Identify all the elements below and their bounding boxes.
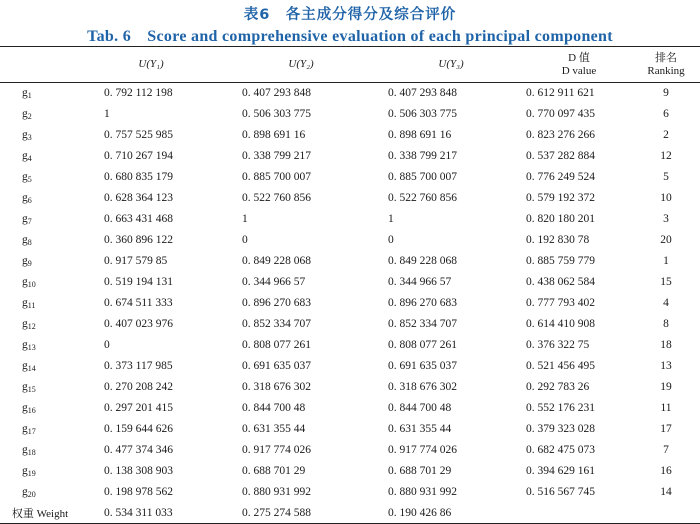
row-label-letter: g: [22, 128, 28, 141]
weight-u2: 0. 275 274 588: [242, 506, 311, 519]
row-label-letter: g: [22, 443, 28, 456]
cell-ranking: 14: [660, 486, 672, 498]
row-label: [0, 335, 76, 356]
cell-d-value: 0. 777 793 402: [526, 297, 595, 309]
table-row: [0, 251, 700, 272]
row-label-letter: g: [22, 212, 28, 225]
cell-d-value: 0. 292 783 26: [526, 381, 590, 393]
row-label-letter: g: [22, 338, 28, 351]
row-label: [0, 104, 76, 125]
row-label-letter: g: [22, 191, 28, 204]
row-label: [0, 167, 76, 188]
row-label-letter: g: [22, 296, 28, 309]
cell-u2: 0. 852 334 707: [242, 318, 311, 330]
cell-u2: 0. 885 700 007: [242, 171, 311, 183]
row-label-index: 14: [27, 363, 36, 373]
cell-u2: 0. 896 270 683: [242, 297, 311, 309]
row-label: [0, 293, 76, 314]
cell-u2: 0. 407 293 848: [242, 87, 311, 100]
table-row: [0, 188, 700, 209]
cell-ranking: 10: [660, 192, 672, 204]
cell-u2: 0. 849 228 068: [242, 255, 311, 267]
row-label-index: 16: [27, 405, 36, 415]
row-label: [0, 251, 76, 272]
cell-d-value: 0. 379 323 028: [526, 423, 595, 435]
cell-d-value: 0. 823 276 266: [526, 129, 595, 141]
row-label-letter: g: [22, 275, 28, 288]
table-row: [0, 83, 700, 104]
table-title-cn: 表6 各主成分得分及综合评价: [243, 7, 457, 23]
row-label-letter: g: [22, 485, 28, 498]
score-table: [0, 46, 700, 524]
weight-d-empty: [526, 503, 632, 524]
cell-u2: 0: [242, 234, 248, 246]
weight-rank-empty: [632, 503, 700, 524]
cell-d-value: 0. 579 192 372: [526, 192, 595, 204]
cell-u2: 0. 506 303 775: [242, 108, 311, 120]
cell-u2: 1: [242, 213, 248, 225]
row-label-index: 10: [27, 279, 36, 289]
table-row: [0, 167, 700, 188]
cell-u2: 0. 691 635 037: [242, 360, 311, 372]
cell-u1: 0. 477 374 346: [104, 444, 173, 456]
cell-u1: 0. 360 896 122: [104, 234, 173, 246]
cell-d-value: 0. 682 475 073: [526, 444, 595, 456]
cell-d-value: 0. 820 180 201: [526, 213, 595, 225]
cell-u3: 0. 898 691 16: [388, 129, 452, 141]
cell-u2: 0. 688 701 29: [242, 465, 306, 477]
row-label-index: 11: [27, 300, 36, 310]
cell-ranking: 8: [663, 318, 669, 330]
cell-u1: 0. 373 117 985: [104, 360, 173, 372]
table-row: [0, 482, 700, 503]
row-label-letter: g: [22, 380, 28, 393]
table-row: [0, 230, 700, 251]
cell-d-value: 0. 776 249 524: [526, 171, 595, 183]
row-label-letter: g: [22, 401, 28, 414]
row-label-letter: g: [22, 86, 28, 99]
cell-u1: 0. 159 644 626: [104, 423, 173, 435]
cell-ranking: 20: [660, 234, 672, 246]
cell-ranking: 16: [660, 465, 672, 477]
cell-u3: 0. 338 799 217: [388, 150, 457, 162]
cell-d-value: 0. 394 629 161: [526, 465, 595, 477]
row-label-index: 5: [27, 174, 32, 184]
cell-u3: 0: [388, 234, 394, 246]
row-label-letter: g: [22, 233, 28, 246]
row-label-index: 18: [27, 447, 36, 457]
row-label-letter: g: [22, 317, 28, 330]
cell-d-value: 0. 770 097 435: [526, 108, 595, 120]
table-row: [0, 440, 700, 461]
header-d-value: [526, 47, 632, 83]
row-label: [0, 146, 76, 167]
cell-u3: 0. 318 676 302: [388, 381, 457, 393]
row-label-index: 15: [27, 384, 36, 394]
header-ranking: [632, 47, 700, 83]
cell-ranking: 17: [660, 423, 672, 435]
cell-ranking: 9: [663, 87, 669, 100]
cell-u3: 0. 407 293 848: [388, 87, 457, 100]
cell-u3: 0. 522 760 856: [388, 192, 457, 204]
row-label: [0, 440, 76, 461]
cell-ranking: 12: [660, 150, 672, 162]
row-label: [0, 398, 76, 419]
weight-u1: 0. 534 311 033: [104, 506, 173, 519]
cell-ranking: 7: [663, 444, 669, 456]
cell-u3: 0. 852 334 707: [388, 318, 457, 330]
cell-u3: 1: [388, 213, 394, 225]
cell-d-value: 0. 552 176 231: [526, 402, 595, 414]
row-label-letter: g: [22, 359, 28, 372]
cell-u3: 0. 844 700 48: [388, 402, 452, 414]
cell-u2: 0. 318 676 302: [242, 381, 311, 393]
table-row: [0, 104, 700, 125]
cell-d-value: 0. 537 282 884: [526, 150, 595, 162]
cell-u1: 0. 674 511 333: [104, 297, 173, 309]
cell-u3: 0. 917 774 026: [388, 444, 457, 456]
row-label-index: 17: [27, 426, 36, 436]
row-label: [0, 377, 76, 398]
row-label-index: 8: [27, 237, 32, 247]
header-d-en: D value: [561, 64, 597, 77]
header-u3: U(Y₃): [438, 58, 464, 70]
cell-u1: 0. 138 308 903: [104, 465, 173, 477]
cell-ranking: 4: [663, 297, 669, 309]
cell-u1: 0. 628 364 123: [104, 192, 173, 204]
cell-u1: 0. 680 835 179: [104, 171, 173, 183]
weight-row: [0, 503, 700, 524]
cell-u3: 0. 885 700 007: [388, 171, 457, 183]
cell-d-value: 0. 192 830 78: [526, 234, 590, 246]
cell-u1: 0. 270 208 242: [104, 381, 173, 393]
cell-d-value: 0. 438 062 584: [526, 276, 595, 288]
row-label: [0, 356, 76, 377]
cell-u3: 0. 808 077 261: [388, 339, 457, 351]
row-label: [0, 188, 76, 209]
cell-u1: 0: [104, 339, 110, 351]
cell-u2: 0. 631 355 44: [242, 423, 306, 435]
row-label-letter: g: [22, 422, 28, 435]
cell-u2: 0. 344 966 57: [242, 276, 306, 288]
table-header-row: [0, 47, 700, 83]
row-label-index: 2: [27, 111, 32, 121]
table-row: [0, 461, 700, 482]
header-rank-en: Ranking: [647, 64, 685, 77]
cell-ranking: 3: [663, 213, 669, 225]
cell-d-value: 0. 516 567 745: [526, 486, 595, 498]
row-label-index: 12: [27, 321, 36, 331]
table-row: [0, 398, 700, 419]
row-label: [0, 272, 76, 293]
row-label-index: 1: [27, 90, 32, 100]
cell-u3: 0. 691 635 037: [388, 360, 457, 372]
cell-ranking: 19: [660, 381, 672, 393]
cell-u3: 0. 631 355 44: [388, 423, 452, 435]
table-row: [0, 314, 700, 335]
row-label-index: 13: [27, 342, 36, 352]
row-label-index: 7: [27, 216, 32, 226]
cell-u1: 0. 198 978 562: [104, 486, 173, 498]
table-title-en: Tab. 6 Score and comprehensive evaluation of each principal component: [87, 28, 613, 45]
cell-u2: 0. 880 931 992: [242, 486, 311, 498]
cell-ranking: 1: [663, 255, 669, 267]
weight-label: 权重 Weight: [11, 507, 69, 520]
cell-d-value: 0. 521 456 495: [526, 360, 595, 372]
cell-ranking: 11: [660, 402, 672, 414]
row-label: [0, 419, 76, 440]
row-label-index: 20: [27, 489, 36, 499]
table-row: [0, 419, 700, 440]
cell-u1: 0. 663 431 468: [104, 213, 173, 225]
row-label: [0, 482, 76, 503]
cell-u1: 1: [104, 108, 110, 120]
row-label-index: 9: [27, 258, 32, 268]
cell-ranking: 15: [660, 276, 672, 288]
header-u1: U(Y₁): [138, 58, 164, 70]
table-row: [0, 272, 700, 293]
row-label: [0, 314, 76, 335]
cell-ranking: 13: [660, 360, 672, 372]
cell-u3: 0. 688 701 29: [388, 465, 452, 477]
row-label-index: 3: [27, 132, 32, 142]
header-d-cn: D 值: [568, 51, 590, 64]
table-row: [0, 293, 700, 314]
table-row: [0, 356, 700, 377]
table-row: [0, 377, 700, 398]
cell-u1: 0. 407 023 976: [104, 318, 173, 330]
cell-u1: 0. 519 194 131: [104, 276, 173, 288]
cell-d-value: 0. 885 759 779: [526, 255, 595, 267]
table-body: [0, 83, 700, 524]
row-label-letter: g: [22, 254, 28, 267]
cell-u1: 0. 917 579 85: [104, 255, 168, 267]
table-row: [0, 125, 700, 146]
cell-u1: 0. 757 525 985: [104, 129, 173, 141]
cell-u3: 0. 880 931 992: [388, 486, 457, 498]
cell-ranking: 2: [663, 129, 669, 141]
header-u2: U(Y₂): [288, 58, 314, 70]
weight-u3: 0. 190 426 86: [388, 506, 452, 519]
cell-ranking: 5: [663, 171, 669, 183]
table-row: [0, 146, 700, 167]
cell-u1: 0. 297 201 415: [104, 402, 173, 414]
header-rank-cn: 排名: [655, 51, 677, 64]
cell-u1: 0. 710 267 194: [104, 150, 173, 162]
cell-u3: 0. 506 303 775: [388, 108, 457, 120]
cell-d-value: 0. 612 911 621: [526, 87, 595, 100]
cell-u2: 0. 844 700 48: [242, 402, 306, 414]
cell-u2: 0. 522 760 856: [242, 192, 311, 204]
cell-u2: 0. 898 691 16: [242, 129, 306, 141]
cell-ranking: 18: [660, 339, 672, 351]
header-group: [0, 47, 76, 83]
row-label-letter: g: [22, 464, 28, 477]
row-label-letter: g: [22, 170, 28, 183]
row-label-index: 19: [27, 468, 36, 478]
row-label: [0, 230, 76, 251]
table-row: [0, 209, 700, 230]
row-label: [0, 209, 76, 230]
row-label-letter: g: [22, 107, 28, 120]
cell-ranking: 6: [663, 108, 669, 120]
table-row: [0, 335, 700, 356]
row-label-letter: g: [22, 149, 28, 162]
cell-u3: 0. 896 270 683: [388, 297, 457, 309]
cell-u3: 0. 344 966 57: [388, 276, 452, 288]
row-label: [0, 125, 76, 146]
cell-u3: 0. 849 228 068: [388, 255, 457, 267]
cell-u2: 0. 808 077 261: [242, 339, 311, 351]
cell-d-value: 0. 376 322 75: [526, 339, 590, 351]
cell-u2: 0. 338 799 217: [242, 150, 311, 162]
row-label-index: 6: [27, 195, 32, 205]
row-label: [0, 461, 76, 482]
cell-u2: 0. 917 774 026: [242, 444, 311, 456]
cell-d-value: 0. 614 410 908: [526, 318, 595, 330]
cell-u1: 0. 792 112 198: [104, 87, 173, 100]
row-label: [0, 83, 76, 104]
row-label-index: 4: [27, 153, 32, 163]
